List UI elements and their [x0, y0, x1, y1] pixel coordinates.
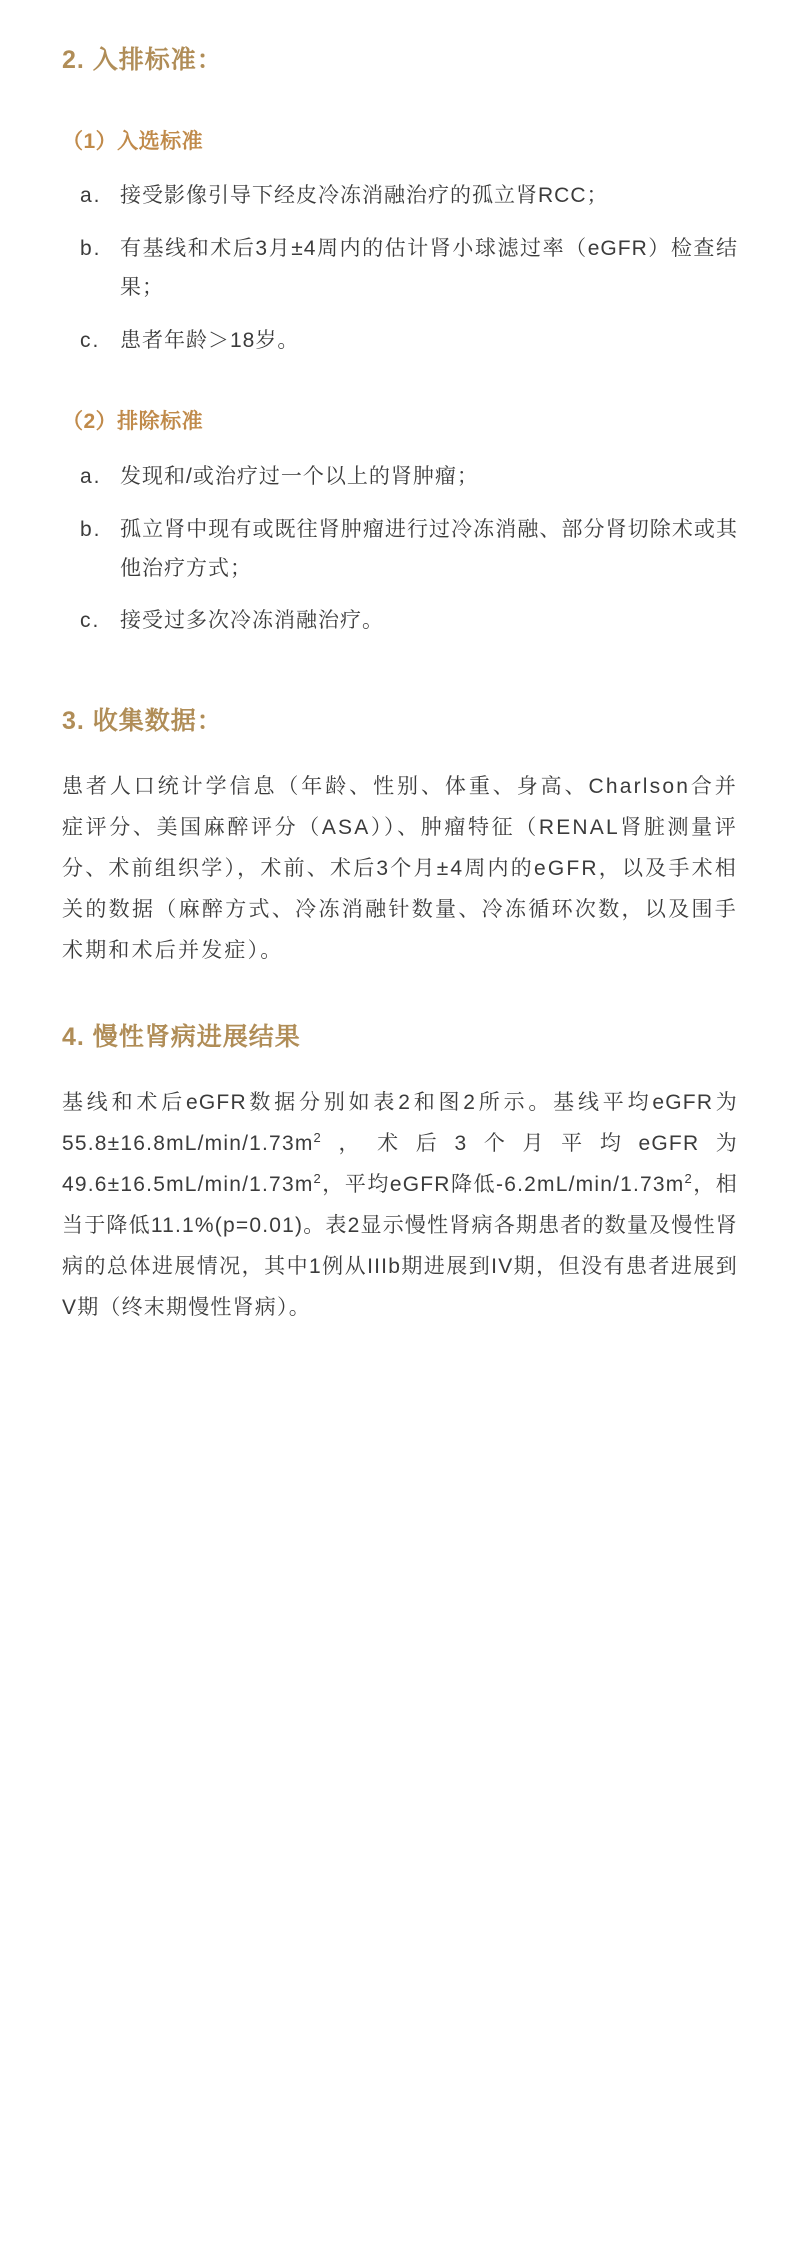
section-heading-criteria: 2. 入排标准： — [62, 46, 223, 74]
subheading-exclusion-criteria: （2）排除标准 — [62, 410, 204, 434]
subheading-inclusion-criteria: （1）入选标准 — [62, 129, 204, 153]
list-marker: c. — [80, 328, 101, 352]
superscript-square-1: 2 — [313, 1129, 322, 1145]
section-heading-data-collection: 3. 收集数据： — [62, 707, 223, 736]
spacer — [62, 655, 738, 689]
exclusion-criteria-list — [62, 458, 738, 641]
list-marker: a. — [80, 184, 102, 207]
paragraph-part-4: ，相当于降低11.1%(p=0.01)。表2显示慢性肾病各期患者的数量及慢性肾病的总体进展情况，其中1例从IIIb期进展到IV期，但没有患者进展到V期（终末期慢性肾病）。 — [62, 1172, 738, 1319]
list-item-text: 接受过多次冷冻消融治疗。 — [120, 609, 384, 633]
list-item — [62, 230, 738, 308]
inclusion-criteria-list — [62, 177, 738, 360]
list-item-text: 接受影像引导下经皮冷冻消融治疗的孤立肾RCC； — [120, 184, 609, 207]
list-marker: b. — [80, 236, 102, 260]
paragraph-part-2: ，术后3个月平均eGFR为49.6±16.5mL/min/1.73m — [62, 1131, 738, 1196]
section-heading-ckd-progression: 4. 慢性肾病进展结果 — [62, 1023, 301, 1052]
list-marker: c. — [80, 609, 101, 633]
list-item-text: 孤立肾中现有或既往肾肿瘤进行过冷冻消融、部分肾切除术或其他治疗方式； — [120, 517, 738, 580]
spacer — [62, 971, 738, 1005]
list-item — [62, 602, 738, 641]
list-item-text: 发现和/或治疗过一个以上的肾肿瘤； — [120, 464, 479, 488]
list-item — [62, 177, 738, 216]
list-item — [62, 458, 738, 497]
list-marker: a. — [80, 464, 102, 488]
paragraph-data-collection: 患者人口统计学信息（年龄、性别、体重、身高、Charlson合并症评分、美国麻醉评分（ASA））、肿瘤特征（RENAL肾脏测量评分、术前组织学），术前、术后3个月±4周内的eGFR，以及手术相关的数据（麻醉方式、冷冻消融针数量、冷冻循环次数，以及围手术期和术后并发症）。 — [62, 774, 738, 962]
paragraph-part-1: 基线和术后eGFR数据分别如表2和图2所示。基线平均eGFR为55.8±16.8mL/min/1.73m — [62, 1090, 738, 1155]
superscript-square-2: 2 — [313, 1170, 322, 1186]
list-item-text: 患者年龄＞18岁。 — [120, 328, 300, 352]
superscript-square-3: 2 — [684, 1170, 693, 1186]
list-item — [62, 511, 738, 589]
list-marker: b. — [80, 517, 102, 541]
paragraph-ckd-progression — [62, 1083, 738, 1329]
list-item — [62, 322, 738, 361]
paragraph-part-3: ，平均eGFR降低-6.2mL/min/1.73m — [321, 1172, 685, 1196]
list-item-text: 有基线和术后3月±4周内的估计肾小球滤过率（eGFR）检查结果； — [120, 236, 738, 299]
